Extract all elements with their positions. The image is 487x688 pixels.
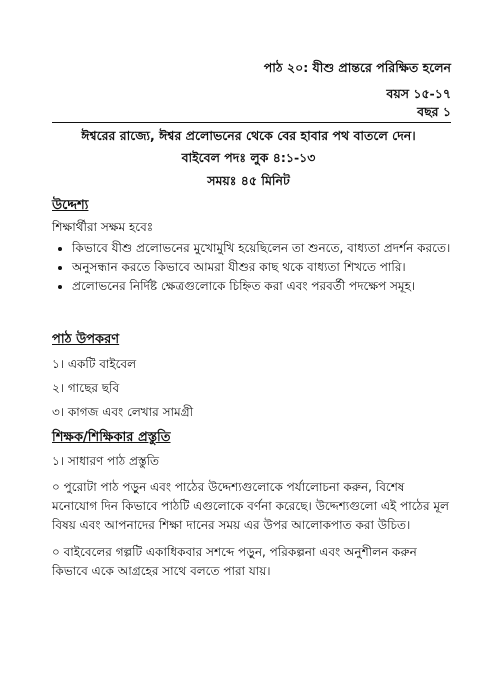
list-item: • প্রলোভনের নির্দিষ্ট ক্ষেত্রগুলোকে চিহ্নিত করা এবং পরবর্তী পদক্ষেপ সমূহ। (72, 277, 451, 296)
list-item: • কিভাবে যীশু প্রলোভনের মুখোমুখি হয়েছিলেন তা শুনতে, বাধ্যতা প্রদর্শন করতে। (72, 239, 451, 258)
preparation-subheading: ১। সাধারণ পাঠ প্রস্তুতি (52, 454, 160, 468)
preparation-heading: শিক্ষক/শিক্ষিকার প্রস্তুতি (52, 430, 171, 445)
objectives-list (52, 239, 451, 296)
year-label: বছর ১ (417, 104, 451, 119)
list-item: ১। একটি বাইবেল (52, 357, 137, 371)
list-item: • অনুসন্ধান করতে কিভাবে আমরা যীশুর কাছ থকে বাধ্যতা শিখতে পারি। (72, 258, 451, 277)
lesson-subtitle: ঈশ্বরের রাজ্যে, ঈশ্বর প্রলোভনের থেকে বের হাবার পথ বাতলে দেন। (81, 128, 416, 143)
list-item: ২। গাছের ছবি (52, 381, 120, 395)
preparation-paragraph-1: ০ পুরোটা পাঠ পড়ুন এবং পাঠের উদ্দেশ্যগুলোকে পর্যালোচনা করুন, বিশেষ মনোযোগ দিন কিভাবে পাঠটি এগুলোকে বর্ণনা করেছে। উদ্দেশ্যগুলো এই পাঠের মূল বিষয় এবং আপনাদের শিক্ষা দানের সময় এর উপর আলোকপাত করা উচিত। (52, 480, 449, 532)
objectives-intro: শিক্ষার্থীরা সক্ষম হবেঃ (52, 220, 154, 234)
preparation-paragraph-2: ০ বাইবেলের গল্পটি একাধিকবার সশব্দে পড়ুন, পরিকল্পনা এবং অনুশীলন করুন কিভাবে একে আগ্রহের সাথে বলতে পারা যায়। (52, 545, 417, 578)
lesson-title: পাঠ ২০: যীশু প্রান্তরে পরিক্ষিত হলেন (263, 60, 451, 75)
materials-heading: পাঠ উপকরণ (52, 332, 120, 347)
header-divider (52, 122, 451, 123)
objectives-heading: উদ্দেশ্য (52, 198, 89, 213)
age-range: বয়স ১৫-১৭ (386, 86, 451, 101)
scripture-reference: বাইবেল পদঃ লুক ৪:১-১৩ (181, 150, 316, 165)
list-item: ৩। কাগজ এবং লেখার সামগ্রী (52, 405, 194, 419)
lesson-duration: সময়ঃ ৪৫ মিনিট (207, 173, 290, 188)
